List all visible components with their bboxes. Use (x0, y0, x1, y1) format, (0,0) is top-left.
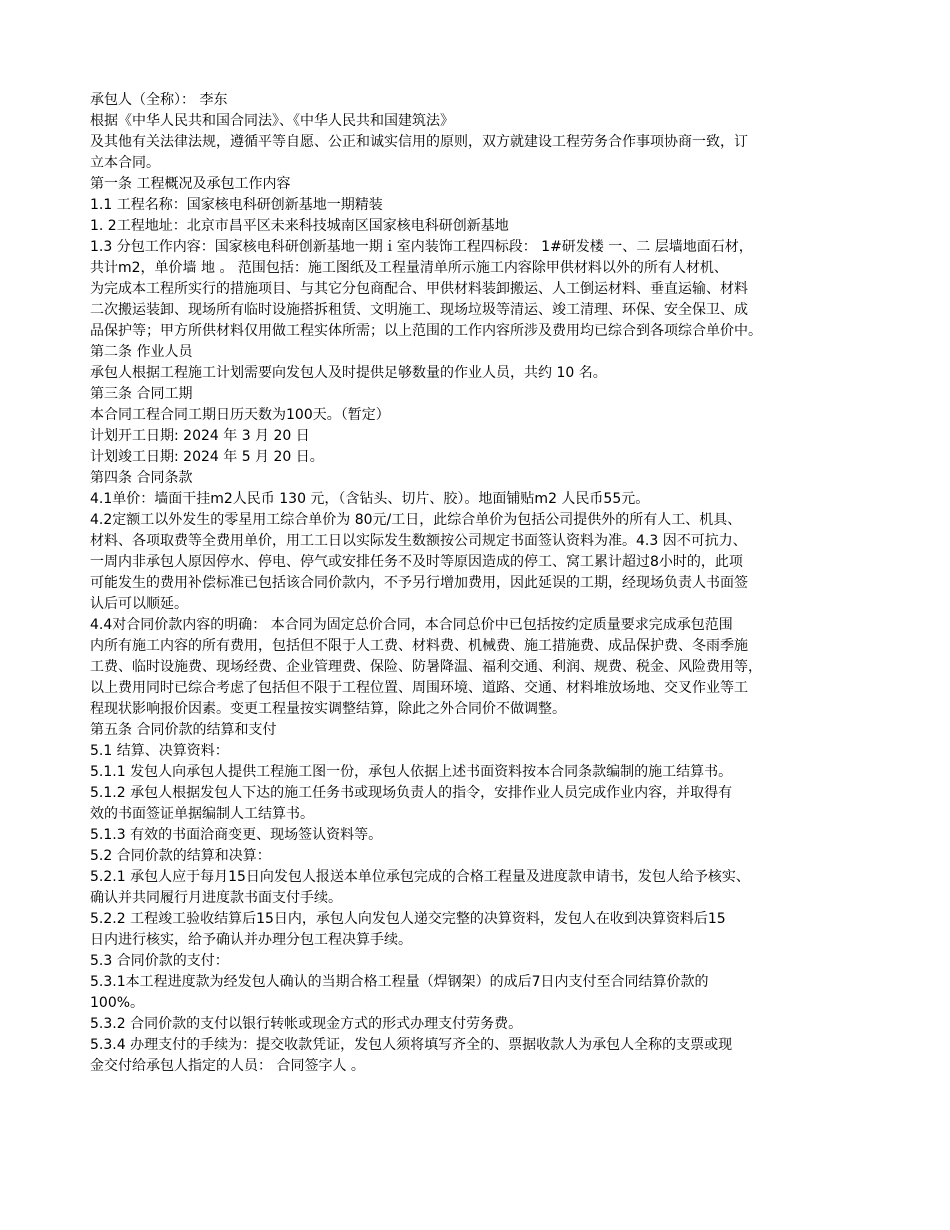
text-line-34: 5.1.2 承包人根据发包人下达的施工任务书或现场负责人的指令，安排作业人员完成作业内容，并取得有 (90, 785, 733, 801)
text-line-11: 二次搬运装卸、现场所有临时设施搭拆租赁、文明施工、现场垃圾等清运、竣工清理、环保、安全保卫、成 (90, 302, 748, 318)
text-line-02: 根据《中华人民共和国合同法》、《中华人民共和国建筑法》 (90, 113, 454, 129)
text-line-35: 效的书面签证单据编制人工结算书。 (90, 806, 314, 822)
text-line-14: 承包人根据工程施工计划需要向发包人及时提供足够数量的作业人员，共约 10 名。 (90, 365, 607, 381)
text-line-32: 5.1 结算、决算资料： (90, 743, 229, 759)
section-heading-3: 第三条 合同工期 (90, 386, 193, 402)
text-line-37: 5.2 合同价款的结算和决算： (90, 848, 271, 864)
text-line-43: 5.3.1本工程进度款为经发包人确认的当期合格工程量（焊钢架）的成后7日内支付至合同结算价款的 (90, 974, 709, 990)
text-line-36: 5.1.3 有效的书面洽商变更、现场签认资料等。 (90, 827, 383, 843)
text-line-04: 立本合同。 (90, 155, 160, 171)
text-line-08: 1.3 分包工作内容：国家核电科研创新基地一期ｉ室内装饰工程四标段： 1#研发楼 一、二 层墙地面石材， (90, 239, 753, 255)
text-line-44: 100%。 (90, 995, 145, 1011)
section-heading-4: 第四条 合同条款 (90, 470, 193, 486)
text-line-41: 日内进行核实，给予确认并办理分包工程决算手续。 (90, 932, 412, 948)
text-line-46: 5.3.4 办理支付的手续为：提交收款凭证，发包人须将填写齐全的、票据收款人为承包人全称的支票或现 (90, 1037, 733, 1053)
text-line-20: 4.1单价：墙面干挂m2人民币 130 元，（含钻头、切片、胶）。地面铺贴m2 人民币55元。 (90, 491, 650, 507)
section-heading-1: 第一条 工程概况及承包工作内容 (90, 176, 291, 192)
text-line-09: 共计m2，单价墙 地 。 范围包括：施工图纸及工程量清单所示施工内容除甲供材料以外的所有人材机、 (90, 260, 728, 276)
text-line-16: 本合同工程合同工期日历天数为100天。（暂定） (90, 407, 390, 423)
text-line-26: 4.4对合同价款内容的明确： 本合同为固定总价合同，本合同总价中已包括按约定质量要求完成承包范围 (90, 617, 733, 633)
text-line-29: 以上费用同时已综合考虑了包括但不限于工程位置、周围环境、道路、交通、材料堆放场地、交叉作业等工 (90, 680, 748, 696)
text-line-03: 及其他有关法律法规，遵循平等自愿、公正和诚实信用的原则，双方就建设工程劳务合作事项协商一致，订 (90, 134, 748, 150)
text-line-30: 程现状影响报价因素。变更工程量按实调整结算，除此之外合同价不做调整。 (90, 701, 566, 717)
text-line-27: 内所有施工内容的所有费用，包括但不限于人工费、材料费、机械费、施工措施费、成品保护费、冬雨季施 (90, 638, 748, 654)
contract-document (90, 90, 865, 1098)
text-line-07: 1. 2工程地址：北京市昌平区未来科技城南区国家核电科研创新基地 (90, 218, 509, 234)
text-line-38: 5.2.1 承包人应于每月15日向发包人报送本单位承包完成的合格工程量及进度款申请书，发包人给予核实、 (90, 869, 750, 885)
text-line-39: 确认并共同履行月进度款书面支付手续。 (90, 890, 342, 906)
text-line-45: 5.3.2 合同价款的支付以银行转帐或现金方式的形式办理支付劳务费。 (90, 1016, 523, 1032)
text-line-01: 承包人（全称）： 李东 (90, 92, 228, 108)
text-line-33: 5.1.1 发包人向承包人提供工程施工图一份，承包人依据上述书面资料按本合同条款编制的施工结算书。 (90, 764, 733, 780)
text-line-10: 为完成本工程所实行的措施项目、与其它分包商配合、甲供材料装卸搬运、人工倒运材料、垂直运输、材料 (90, 281, 748, 297)
text-line-22: 材料、各项取费等全费用单价，用工工日以实际发生数额按公司规定书面签认资料为准。4.3 因不可抗力、 (90, 533, 747, 549)
text-line-23: 一周内非承包人原因停水、停电、停气或安排任务不及时等原因造成的停工、窝工累计超过8小时的，此项 (90, 554, 743, 570)
text-line-24: 可能发生的费用补偿标准已包括该合同价款内，不予另行增加费用，因此延误的工期，经现场负责人书面签 (90, 575, 748, 591)
section-heading-2: 第二条 作业人员 (90, 344, 193, 360)
text-line-25: 认后可以顺延。 (90, 596, 188, 612)
text-line-12: 品保护等；甲方所供材料仅用做工程实体所需；以上范围的工作内容所涉及费用均已综合到各项综合单价中。 (90, 323, 762, 339)
text-line-47: 金交付给承包人指定的人员： 合同签字人 。 (90, 1058, 365, 1074)
text-line-21: 4.2定额工以外发生的零星用工综合单价为 80元/工日，此综合单价为包括公司提供外的所有人工、机具、 (90, 512, 742, 528)
text-line-48 (90, 1077, 865, 1098)
section-heading-5: 第五条 合同价款的结算和支付 (90, 722, 277, 738)
text-line-06: 1.1 工程名称：国家核电科研创新基地一期精装 (90, 197, 383, 213)
text-line-40: 5.2.2 工程竣工验收结算后15日内，承包人向发包人递交完整的决算资料，发包人在收到决算资料后15 (90, 911, 726, 927)
text-line-42: 5.3 合同价款的支付： (90, 953, 229, 969)
text-line-28: 工费、临时设施费、现场经费、企业管理费、保险、防暑降温、福利交通、利润、规费、税金、风险费用等， (90, 659, 762, 675)
text-line-17: 计划开工日期: 2024 年 3 月 20 日 (90, 428, 310, 444)
text-line-18: 计划竣工日期: 2024 年 5 月 20 日。 (90, 449, 324, 465)
